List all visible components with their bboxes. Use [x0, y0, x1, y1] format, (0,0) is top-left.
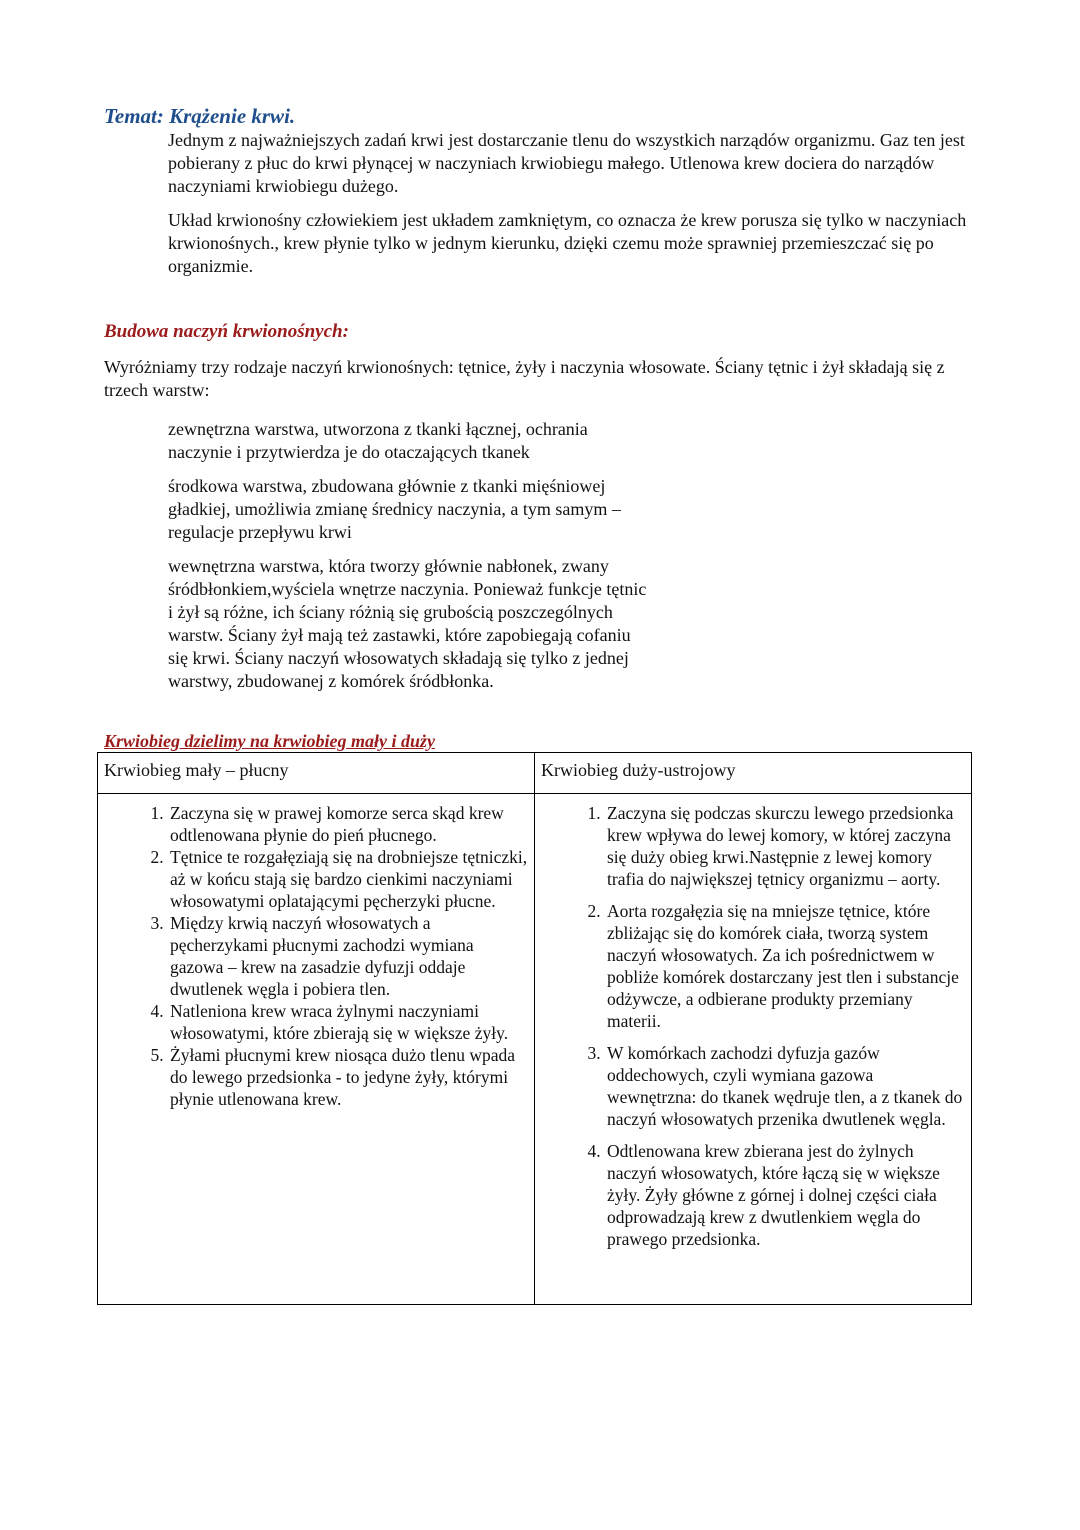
section-heading: Budowa naczyń krwionośnych: [104, 321, 349, 342]
layer-inner-text: wewnętrzna warstwa, która tworzy głównie nabłonek, zwany śródbłonkiem,wyściela wnętrze naczynia. Ponieważ funkcje tętnic i żył są różne, ich ściany różnią się grubością poszczególnych warstw. Ściany żył mają też zastawki, które zapobiegają cofaniu się krwi. Ściany naczyń włosowatych składają się tylko z jednej warstwy, zbudowanej z komórek śródbłonka. [168, 556, 647, 691]
circulation-table [97, 752, 972, 1305]
list-item: 2. Tętnice te rozgałęziają się na drobniejsze tętniczki, aż w końcu stają się bardzo cienkimi naczyniami włosowatymi oplatającymi pęcherzyki płucne. [168, 846, 530, 912]
right-column-header: Krwiobieg duży-ustrojowy [535, 753, 972, 794]
table-header-row [98, 753, 972, 794]
list-item: 5. Żyłami płucnymi krew niosąca dużo tlenu wpada do lewego przedsionka - to jedyne żyły, którymi płynie utlenowana krew. [168, 1044, 530, 1110]
layer-outer-text: zewnętrzna warstwa, utworzona z tkanki łącznej, ochrania naczynie i przytwierdza je do otaczających tkanek [168, 419, 588, 462]
left-column-header: Krwiobieg mały – płucny [98, 753, 535, 794]
intro-paragraph-1: Jednym z najważniejszych zadań krwi jest dostarczanie tlenu do wszystkich narządów organizmu. Gaz ten jest pobierany z płuc do krwi płynącej w naczyniach krwiobiegu małego. Utlenowa krew dociera do narządów naczyniami krwiobiegu dużego. [168, 130, 965, 196]
right-column-cell [535, 794, 972, 1305]
section-paragraph: Wyróżniamy trzy rodzaje naczyń krwionośnych: tętnice, żyły i naczynia włosowate. Ściany tętnic i żył składają się z trzech warstw: [104, 357, 945, 400]
list-item: 3. Między krwią naczyń włosowatych a pęcherzykami płucnymi zachodzi wymiana gazowa – krew na zasadzie dyfuzji oddaje dwutlenek węgla i pobiera tlen. [168, 912, 530, 1000]
table-caption: Krwiobieg dzielimy na krwiobieg mały i duży [104, 731, 436, 751]
left-column-cell [98, 794, 535, 1305]
list-item: 4. Natleniona krew wraca żylnymi naczyniami włosowatymi, które zbierają się w większe żyły. [168, 1000, 530, 1044]
list-item: 4. Odtlenowana krew zbierana jest do żylnych naczyń włosowatych, które łączą się w większe żyły. Żyły główne z górnej i dolnej części ciała odprowadzają krew z dwutlenkiem węgla do prawego przedsionka. [605, 1140, 967, 1250]
intro-paragraph-2: Układ krwionośny człowiekiem jest układem zamkniętym, co oznacza że krew porusza się tylko w naczyniach krwionośnych., krew płynie tylko w jednym kierunku, dzięki czemu może sprawniej przemieszczać się po organizmie. [168, 210, 967, 276]
list-item: 1. Zaczyna się w prawej komorze serca skąd krew odtlenowana płynie do pień płucnego. [168, 802, 530, 846]
list-item: 2. Aorta rozgałęzia się na mniejsze tętnice, które zbliżając się do komórek ciała, tworzą system naczyń włosowatych. Za ich pośrednictwem w pobliże komórek dostarczany jest tlen i substancje odżywcze, a odbierane produkty przemiany materii. [605, 900, 967, 1032]
systemic-circulation-list [535, 802, 967, 1250]
page-title: Temat: Krążenie krwi. [104, 104, 296, 128]
layer-middle-text: środkowa warstwa, zbudowana głównie z tkanki mięśniowej gładkiej, umożliwia zmianę średnicy naczynia, a tym samym – regulacje przepływu krwi [168, 476, 621, 542]
pulmonary-circulation-list [98, 802, 530, 1110]
list-item: 3. W komórkach zachodzi dyfuzja gazów oddechowych, czyli wymiana gazowa wewnętrzna: do tkanek wędruje tlen, a z tkanek do naczyń włosowatych przenika dwutlenek węgla. [605, 1042, 967, 1130]
table-body-row [98, 794, 972, 1305]
list-item: 1. Zaczyna się podczas skurczu lewego przedsionka krew wpływa do lewej komory, w której zaczyna się duży obieg krwi.Następnie z lewej komory trafia do największej tętnicy organizmu – aorty. [605, 802, 967, 890]
